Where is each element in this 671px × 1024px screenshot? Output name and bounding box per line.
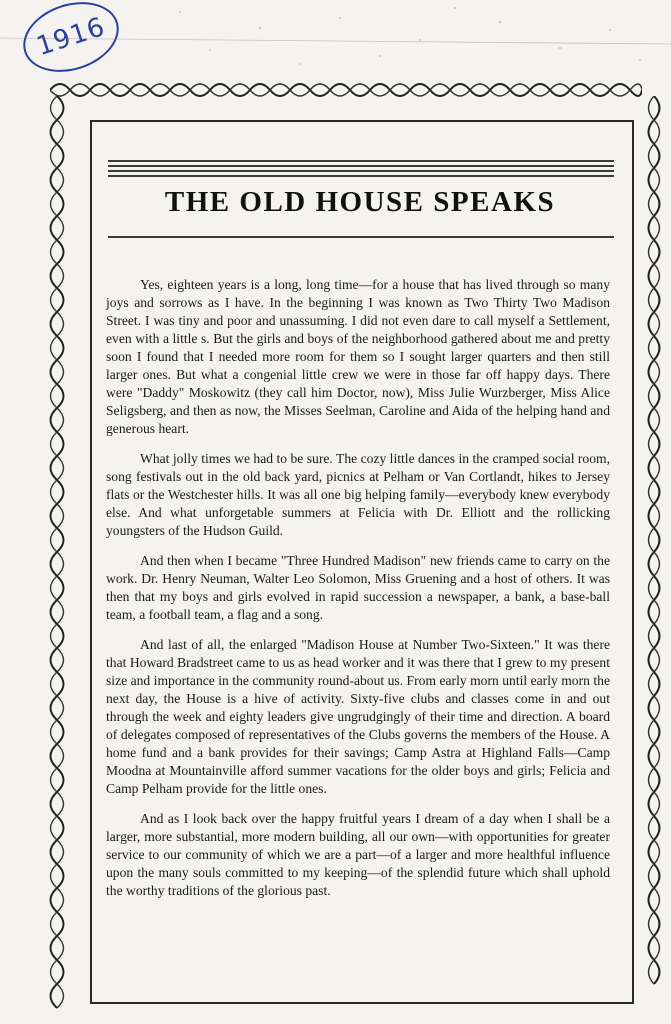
title-divider	[108, 236, 614, 238]
header-rules	[108, 160, 614, 180]
handwritten-year-annotation	[14, 0, 128, 84]
article-body	[106, 276, 610, 912]
decorative-vine-right	[641, 96, 667, 996]
decorative-vine-left	[42, 96, 72, 1014]
paragraph: And then when I became "Three Hundred Madison" new friends came to carry on the work. Dr. Henry Neuman, Walter Leo Solomon, Miss Gruening and a host of others. It was then that my boys and girls evolved in rapid succession a newspaper, a bank, a base-ball team, a football team, a flag and a song.	[106, 553, 610, 622]
year-text: 1916	[32, 11, 109, 63]
paragraph: And as I look back over the happy fruitful years I dream of a day when I shall be a larger, more substantial, more modern building, all our own—with opportunities for greater service to our community of which we are a part—of a larger and more healthful influence upon the many souls committed to my keeping—of the splendid future which shall uphold the worthy traditions of the glorious past.	[106, 811, 610, 898]
article-title: THE OLD HOUSE SPEAKS	[164, 186, 556, 218]
paragraph: And last of all, the enlarged "Madison House at Number Two-Sixteen." It was there that Howard Bradstreet came to us as head worker and it was there that I grew to my present size and importance in the community round-about us. From early morn until early morn the next day, the House is a hive of activity. Sixty-five clubs and classes come in and out through the week and eighty leaders give ungrudgingly of their time and direction. A board of delegates composed of representatives of the Clubs governs the members of the House. A home fund and a bank provides for their savings; Camp Astra at Highland Falls—Camp Moodna at Mountainville afford summer vacations for the older boys and girls; Felicia and Camp Pelham provide for the little ones.	[106, 637, 610, 796]
decorative-vine-top	[50, 76, 642, 102]
paragraph: What jolly times we had to be sure. The cozy little dances in the cramped social room, song festivals out in the old back yard, picnics at Pelham or Van Cortlandt, hikes to Jersey flats or the Westchester hills. It was all one big helping family—everybody knew everybody else. And what unforgetable summers at Felicia with Dr. Elliott and the rollicking youngsters of the Hudson Guild.	[106, 451, 610, 538]
paragraph: Yes, eighteen years is a long, long time—for a house that has lived through so many joys and sorrows as I have. In the beginning I was known as Two Thirty Two Madison Street. I was tiny and poor and unassuming. I did not even dare to call myself a Settlement, even with a little s. But the girls and boys of the neighborhood gathered about me and pretty soon I found that I needed more room for them so I sought larger quarters and then still larger ones. But what a congenial little crew we were in those far off happy days. There were "Daddy" Moskowitz (they call him Doctor, now), Miss Julie Wurzberger, Miss Alice Seligsberg, and then as now, the Misses Seelman, Caroline and Aida of the helping hand and generous heart.	[106, 277, 610, 436]
